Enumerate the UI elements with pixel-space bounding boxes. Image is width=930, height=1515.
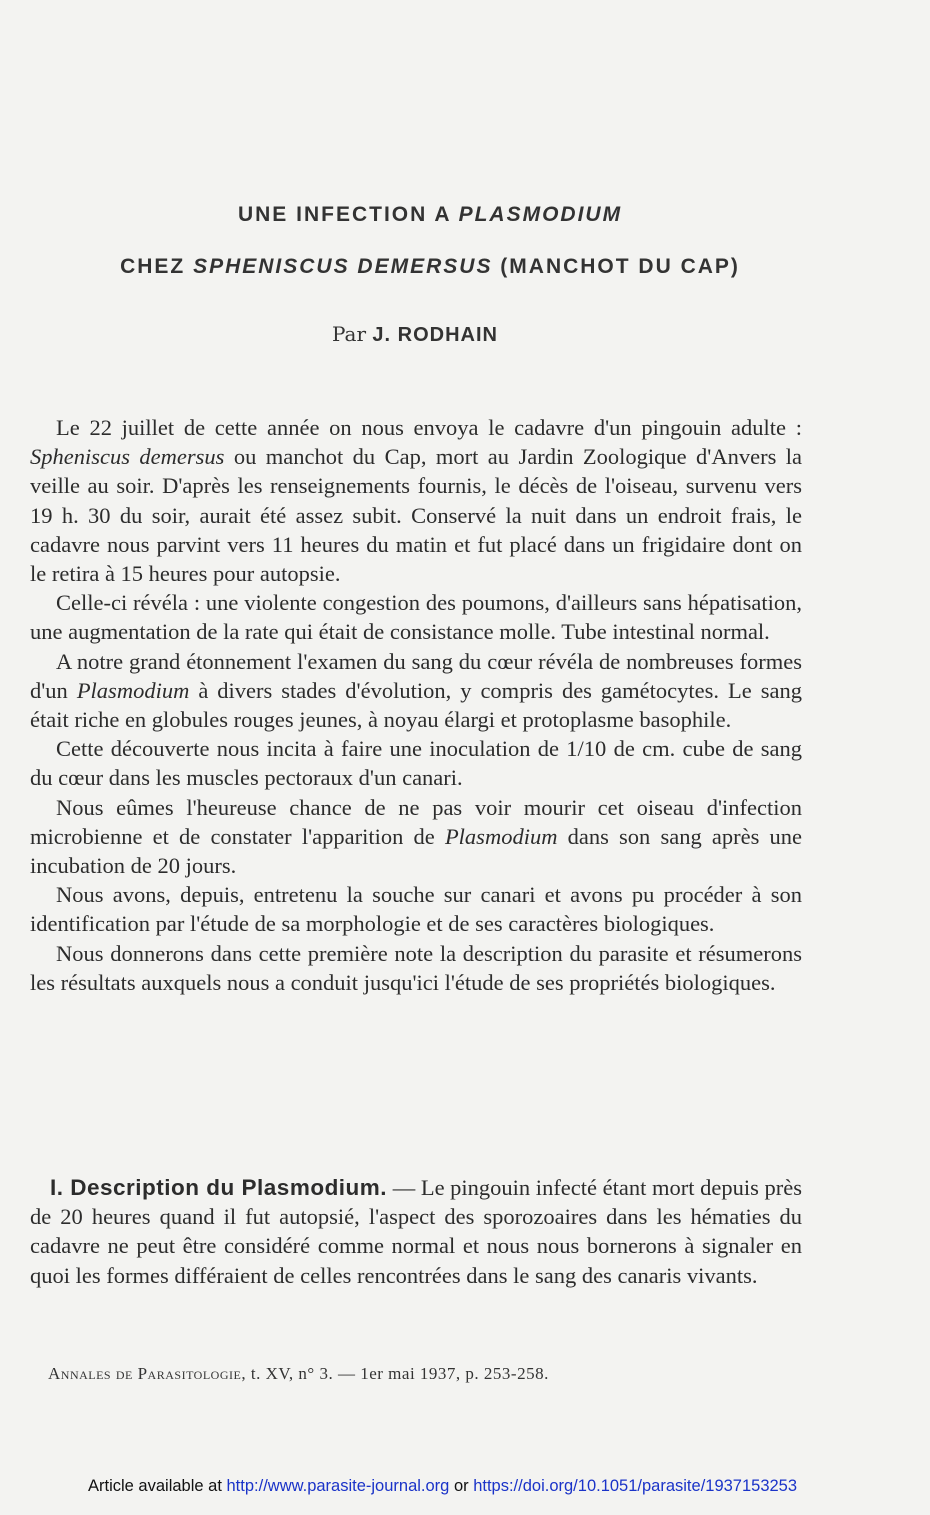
title-line-2: CHEZ SPHENISCUS DEMERSUS (MANCHOT DU CAP) bbox=[120, 255, 740, 278]
journal-citation: Annales de Parasitologie, t. XV, n° 3. — 1er mai 1937, p. 253-258. bbox=[48, 1364, 549, 1383]
section-heading: I. Description du Plasmodium. bbox=[50, 1175, 388, 1200]
title-italic-species: SPHENISCUS DEMERSUS bbox=[193, 255, 493, 278]
doi-link[interactable]: https://doi.org/10.1051/parasite/1937153253 bbox=[473, 1477, 798, 1495]
paragraph-7: Nous donnerons dans cette première note la description du parasite et résumerons les résultats auxquels nous a conduit jusqu'ici l'étude de ses propriétés biologiques. bbox=[30, 940, 802, 995]
journal-link[interactable]: http://www.parasite-journal.org bbox=[226, 1477, 450, 1495]
paragraph-3: A notre grand étonnement l'examen du sang du cœur révéla de nombreuses formes d'un Plasmodium à divers stades d'évolution, y compris des gamétocytes. Le sang était riche en globules rouges jeunes, à noyau élargi et protoplasme basophile. bbox=[30, 648, 802, 733]
paragraph-4: Cette découverte nous incita à faire une inoculation de 1/10 de cm. cube de sang du cœur dans les muscles pectoraux d'un canari. bbox=[30, 736, 802, 791]
paragraph-6: Nous avons, depuis, entretenu la souche sur canari et avons pu procéder à son identification par l'étude de sa morphologie et de ses caractères biologiques. bbox=[30, 882, 802, 937]
section-1-paragraph: I. Description du Plasmodium. — Le pingouin infecté étant mort depuis près de 20 heures quand il fut autopsié, l'aspect des sporozoaires dans les hématies du cadavre ne peut être considéré comme normal et nous nous bornerons à signaler en quoi les formes différaient de celles rencontrées dans le sang des canaris vivants. bbox=[30, 1175, 802, 1288]
availability-footer: Article available at http://www.parasite-journal.org or https://doi.org/10.1051/parasite/1937153253 bbox=[88, 1477, 798, 1495]
author-name: J. RODHAIN bbox=[372, 324, 498, 346]
author-line: Par J. RODHAIN bbox=[332, 322, 498, 346]
paragraph-1: Le 22 juillet de cette année on nous envoya le cadavre d'un pingouin adulte : Spheniscus demersus ou manchot du Cap, mort au Jardin Zoologique d'Anvers la veille au soir. D'après les renseignements fournis, le décès de l'oiseau, survenu vers 19 h. 30 du soir, aurait été assez subit. Conservé la nuit dans un endroit frais, le cadavre nous parvint vers 11 heures du matin et fut placé dans un frigidaire dont on le retira à 15 heures pour autopsie. bbox=[30, 415, 802, 587]
article-body bbox=[30, 413, 802, 997]
section-1 bbox=[30, 1173, 802, 1290]
title-italic-genus: PLASMODIUM bbox=[458, 203, 623, 226]
paragraph-2: Celle-ci révéla : une violente congestion des poumons, d'ailleurs sans hépatisation, une augmentation de la rate qui était de consistance molle. Tube intestinal normal. bbox=[30, 590, 802, 645]
paragraph-5: Nous eûmes l'heureuse chance de ne pas voir mourir cet oiseau d'infection microbienne et de constater l'apparition de Plasmodium dans son sang après une incubation de 20 jours. bbox=[30, 794, 802, 879]
journal-name: Annales de Parasitologie bbox=[48, 1364, 242, 1383]
title-line-1: UNE INFECTION A PLASMODIUM bbox=[237, 203, 623, 226]
